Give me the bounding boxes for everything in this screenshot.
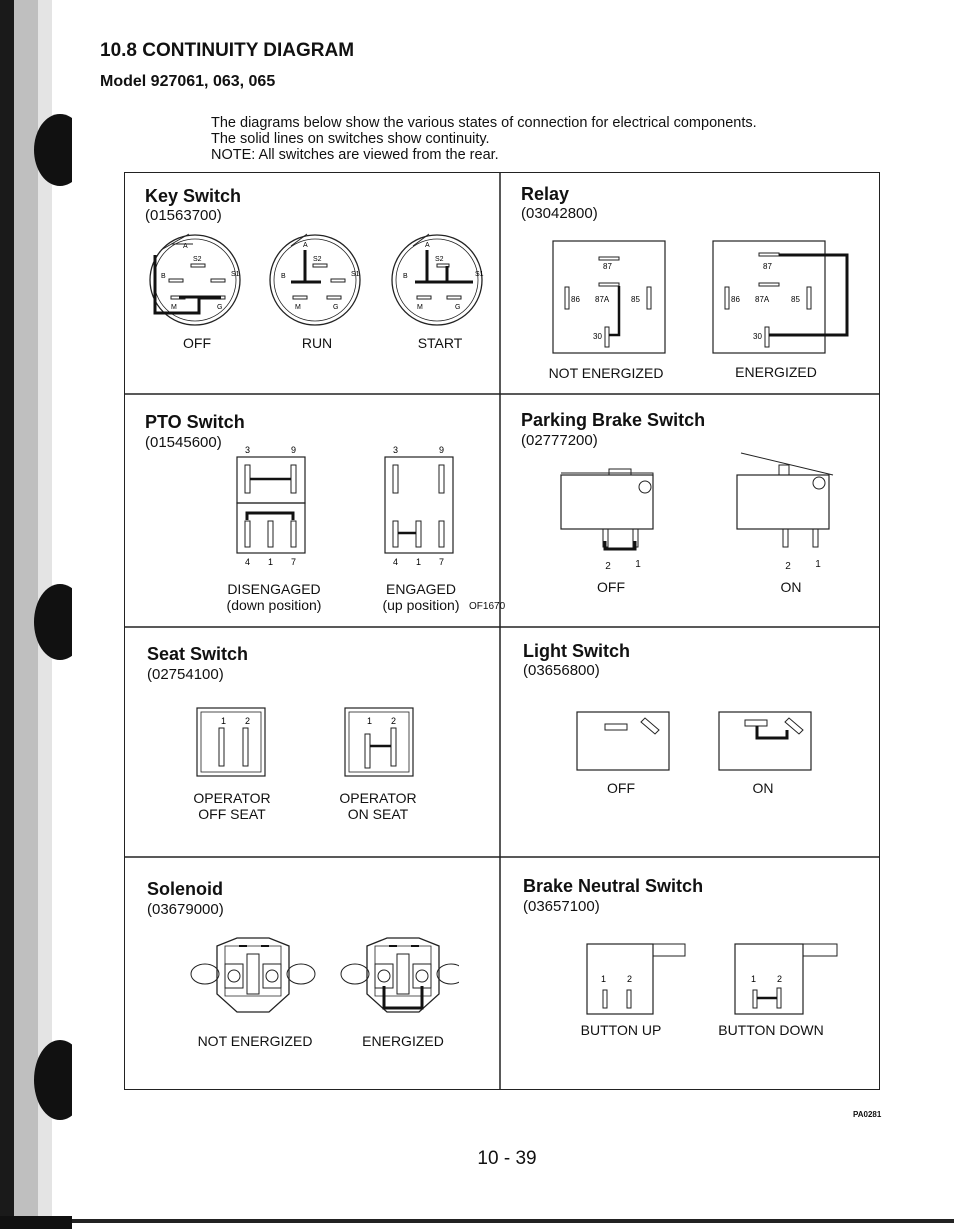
parking-brake-off-terminal-1: 1 bbox=[635, 559, 641, 570]
page-binding-edge bbox=[0, 0, 72, 1229]
parking-brake-state-off: OFF bbox=[597, 579, 625, 595]
parking-brake-part: (02777200) bbox=[521, 432, 598, 449]
svg-text:A: A bbox=[183, 243, 188, 250]
relay-panel bbox=[501, 173, 879, 394]
intro-line-1: The diagrams below show the various states of connection for electrical components. bbox=[211, 115, 757, 131]
svg-text:85: 85 bbox=[631, 295, 640, 304]
solenoid-part: (03679000) bbox=[147, 901, 224, 918]
solenoid-energized-diagram bbox=[341, 938, 459, 1012]
relay-state-energized: ENERGIZED bbox=[735, 364, 817, 380]
solenoid-panel bbox=[125, 858, 500, 1089]
pto-disengaged-diagram bbox=[237, 445, 305, 567]
parking-brake-title: Parking Brake Switch bbox=[521, 410, 706, 430]
light-switch-state-on: ON bbox=[752, 780, 774, 796]
figure-code: PA0281 bbox=[853, 1110, 882, 1119]
pto-switch-part: (01545600) bbox=[145, 434, 222, 451]
key-switch-off-diagram bbox=[150, 234, 240, 325]
brake-neutral-state-up: BUTTON UP bbox=[580, 1022, 662, 1038]
svg-text:4: 4 bbox=[245, 557, 251, 567]
svg-text:1: 1 bbox=[751, 974, 757, 984]
svg-text:85: 85 bbox=[791, 295, 800, 304]
pto-switch-panel bbox=[125, 395, 506, 627]
parking-brake-panel bbox=[501, 395, 879, 627]
svg-text:9: 9 bbox=[439, 445, 445, 455]
seat-switch-off-seat-diagram bbox=[197, 708, 265, 776]
brake-neutral-title: Brake Neutral Switch bbox=[523, 876, 704, 896]
seat-switch-state-off-seat: OPERATOR OFF SEAT bbox=[193, 790, 271, 822]
svg-text:1: 1 bbox=[268, 557, 274, 567]
svg-text:86: 86 bbox=[571, 295, 580, 304]
brake-neutral-part: (03657100) bbox=[523, 898, 600, 915]
key-switch-start-diagram bbox=[392, 234, 484, 325]
svg-text:7: 7 bbox=[291, 557, 297, 567]
svg-text:30: 30 bbox=[753, 332, 762, 341]
svg-text:7: 7 bbox=[439, 557, 445, 567]
svg-text:M: M bbox=[171, 304, 177, 311]
light-switch-panel bbox=[501, 628, 879, 857]
parking-brake-diagrams bbox=[551, 451, 851, 551]
light-switch-state-off: OFF bbox=[607, 780, 635, 796]
solenoid-diagrams bbox=[189, 936, 459, 1026]
key-switch-title: Key Switch bbox=[145, 186, 242, 206]
light-switch-diagrams bbox=[575, 710, 825, 780]
pto-state-engaged: ENGAGED bbox=[385, 581, 456, 597]
intro-text bbox=[211, 115, 757, 163]
solenoid-state-energized: ENERGIZED bbox=[362, 1033, 444, 1049]
svg-text:1: 1 bbox=[416, 557, 422, 567]
intro-line-3: NOTE: All switches are viewed from the rear. bbox=[211, 147, 499, 163]
key-switch-state-run: RUN bbox=[301, 335, 333, 351]
light-switch-off-diagram bbox=[577, 712, 669, 770]
key-switch-state-start: START bbox=[417, 335, 463, 351]
svg-text:S2: S2 bbox=[193, 256, 202, 263]
solenoid-state-not-energized: NOT ENERGIZED bbox=[197, 1033, 313, 1049]
svg-text:87: 87 bbox=[763, 262, 772, 271]
svg-text:2: 2 bbox=[777, 974, 783, 984]
brake-neutral-button-up-diagram bbox=[587, 944, 685, 1014]
brake-neutral-state-down: BUTTON DOWN bbox=[718, 1022, 824, 1038]
svg-text:B: B bbox=[161, 273, 166, 280]
seat-switch-title: Seat Switch bbox=[147, 644, 249, 664]
seat-switch-panel bbox=[125, 628, 500, 857]
relay-title: Relay bbox=[521, 184, 570, 204]
key-switch-panel bbox=[125, 173, 500, 394]
svg-text:B: B bbox=[281, 273, 286, 280]
parking-brake-state-on: ON bbox=[780, 579, 802, 595]
key-switch-state-off: OFF bbox=[183, 335, 211, 351]
seat-switch-on-seat-diagram bbox=[345, 708, 413, 776]
pto-state-disengaged: DISENGAGED bbox=[227, 581, 321, 597]
svg-text:2: 2 bbox=[391, 716, 397, 726]
svg-text:87A: 87A bbox=[755, 295, 770, 304]
intro-line-2: The solid lines on switches show continuity. bbox=[211, 131, 490, 147]
svg-text:30: 30 bbox=[593, 332, 602, 341]
svg-text:S2: S2 bbox=[435, 256, 444, 263]
pto-engaged-diagram bbox=[385, 445, 453, 567]
svg-text:3: 3 bbox=[245, 445, 251, 455]
svg-text:1: 1 bbox=[367, 716, 373, 726]
relay-energized-diagram bbox=[713, 241, 847, 353]
seat-switch-part: (02754100) bbox=[147, 666, 224, 683]
svg-text:2: 2 bbox=[627, 974, 633, 984]
svg-text:M: M bbox=[417, 304, 423, 311]
light-switch-title: Light Switch bbox=[523, 641, 630, 661]
svg-text:S2: S2 bbox=[313, 256, 322, 263]
svg-text:9: 9 bbox=[291, 445, 297, 455]
pto-position-down: (down position) bbox=[226, 597, 322, 613]
svg-text:G: G bbox=[333, 304, 339, 311]
light-switch-part: (03656800) bbox=[523, 662, 600, 679]
svg-text:G: G bbox=[455, 304, 461, 311]
parking-brake-off-terminal-2: 2 bbox=[605, 561, 611, 572]
svg-text:87: 87 bbox=[603, 262, 612, 271]
seat-switch-diagrams bbox=[195, 706, 425, 786]
svg-text:1: 1 bbox=[221, 716, 227, 726]
model-subtitle: Model 927061, 063, 065 bbox=[100, 73, 276, 90]
solenoid-not-energized-diagram bbox=[191, 938, 315, 1012]
relay-not-energized-diagram bbox=[553, 241, 665, 353]
svg-text:B: B bbox=[403, 273, 408, 280]
relay-part: (03042800) bbox=[521, 205, 598, 222]
svg-text:S1: S1 bbox=[231, 271, 240, 278]
parking-brake-on-terminal-2: 2 bbox=[785, 561, 791, 572]
svg-text:A: A bbox=[303, 242, 308, 249]
svg-text:M: M bbox=[295, 304, 301, 311]
brake-neutral-diagrams bbox=[585, 940, 855, 1020]
solenoid-title: Solenoid bbox=[147, 879, 223, 899]
parking-brake-off-diagram bbox=[561, 469, 653, 549]
svg-text:3: 3 bbox=[393, 445, 399, 455]
section-title: 10.8 CONTINUITY DIAGRAM bbox=[100, 40, 355, 61]
svg-text:G: G bbox=[217, 304, 223, 311]
svg-text:1: 1 bbox=[601, 974, 607, 984]
key-switch-part: (01563700) bbox=[145, 207, 222, 224]
pto-figure-code: OF1670 bbox=[469, 601, 506, 612]
svg-text:4: 4 bbox=[393, 557, 399, 567]
diagram-grid bbox=[124, 172, 880, 1090]
brake-neutral-panel bbox=[501, 858, 879, 1089]
light-switch-on-diagram bbox=[719, 712, 811, 770]
relay-state-not-energized: NOT ENERGIZED bbox=[548, 365, 664, 381]
svg-text:87A: 87A bbox=[595, 295, 610, 304]
pto-position-up: (up position) bbox=[382, 597, 460, 613]
page-bottom-edge bbox=[72, 1219, 954, 1223]
page-number: 10 - 39 bbox=[477, 1148, 537, 1169]
relay-diagrams bbox=[551, 239, 861, 363]
parking-brake-on-diagram bbox=[737, 453, 833, 547]
brake-neutral-button-down-diagram bbox=[735, 944, 837, 1014]
seat-switch-state-on-seat: OPERATOR ON SEAT bbox=[339, 790, 417, 822]
parking-brake-on-terminal-1: 1 bbox=[815, 559, 821, 570]
svg-text:S1: S1 bbox=[475, 271, 484, 278]
pto-switch-diagrams bbox=[225, 443, 485, 573]
key-switch-run-diagram bbox=[270, 234, 360, 325]
svg-text:S1: S1 bbox=[351, 271, 360, 278]
pto-switch-title: PTO Switch bbox=[145, 412, 245, 432]
svg-text:2: 2 bbox=[245, 716, 251, 726]
svg-text:A: A bbox=[425, 242, 430, 249]
svg-text:86: 86 bbox=[731, 295, 740, 304]
